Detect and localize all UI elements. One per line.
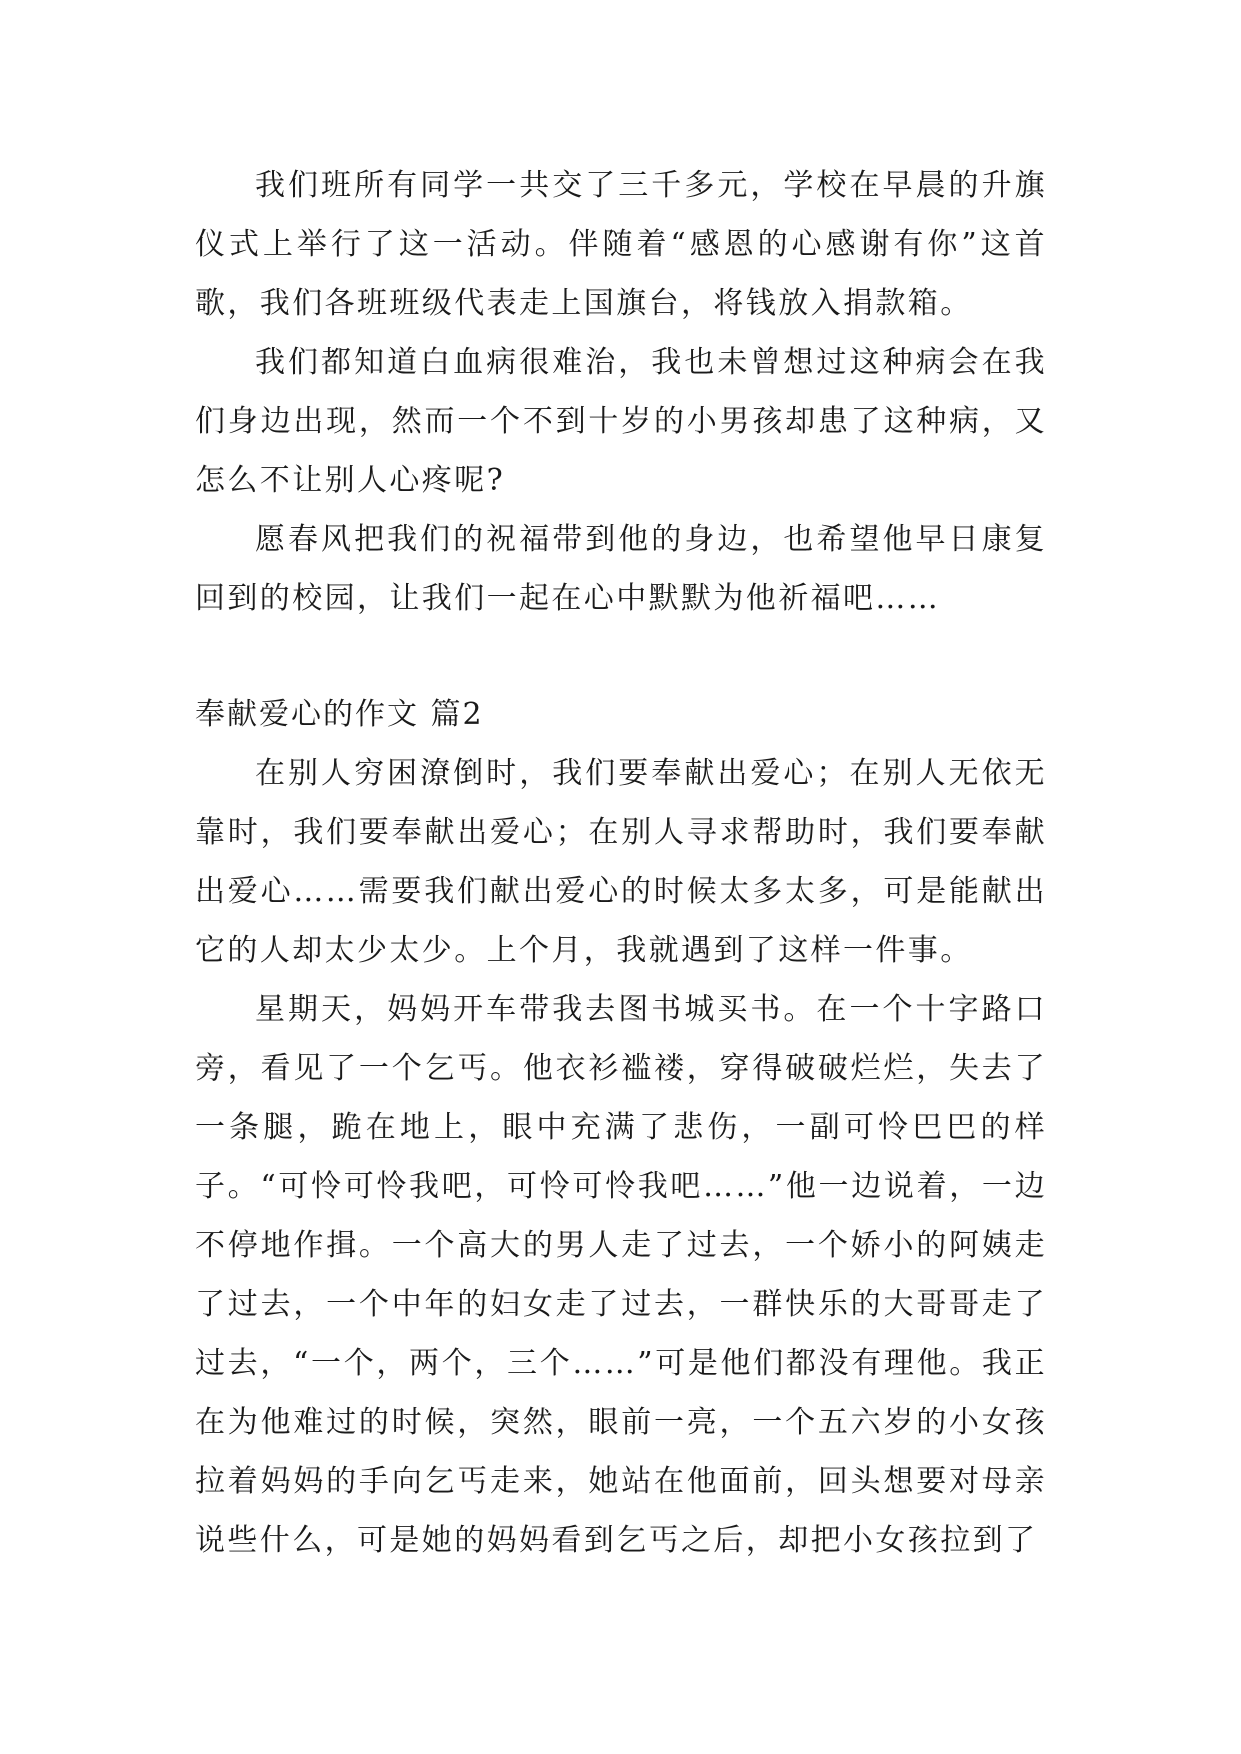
paragraph: 在别人穷困潦倒时，我们要奉献出爱心；在别人无依无靠时，我们要奉献出爱心；在别人寻求帮助时，我们要奉献出爱心……需要我们献出爱心的时候太多太多，可是能献出它的人却太少太少。上个月，我就遇到了这样一件事。 bbox=[195, 756, 1047, 968]
paragraph: 我们班所有同学一共交了三千多元，学校在早晨的升旗仪式上举行了这一活动。伴随着“感恩的心感谢有你”这首歌，我们各班班级代表走上国旗台，将钱放入捐款箱。 bbox=[195, 168, 1047, 321]
paragraph: 星期天，妈妈开车带我去图书城买书。在一个十字路口旁，看见了一个乞丐。他衣衫褴褛，穿得破破烂烂，失去了一条腿，跪在地上，眼中充满了悲伤，一副可怜巴巴的样子。“可怜可怜我吧，可怜可怜我吧……”他一边说着，一边不停地作揖。一个高大的男人走了过去，一个娇小的阿姨走了过去，一个中年的妇女走了过去，一群快乐的大哥哥走了过去，“一个，两个，三个……”可是他们都没有理他。我正在为他难过的时候，突然，眼前一亮，一个五六岁的小女孩拉着妈妈的手向乞丐走来，她站在他面前，回头想要对母亲说些什么，可是她的妈妈看到乞丐之后，却把小女孩拉到了 bbox=[195, 992, 1047, 1558]
paragraph: 愿春风把我们的祝福带到他的身边，也希望他早日康复回到的校园，让我们一起在心中默默为他祈福吧…… bbox=[195, 522, 1047, 616]
essay-section-2 bbox=[195, 744, 1047, 1570]
section-heading: 奉献爱心的作文 篇2 bbox=[195, 697, 484, 732]
paragraph: 我们都知道白血病很难治，我也未曾想过这种病会在我们身边出现，然而一个不到十岁的小男孩却患了这种病，又怎么不让别人心疼呢? bbox=[195, 345, 1047, 498]
essay-section-1 bbox=[195, 156, 1047, 628]
